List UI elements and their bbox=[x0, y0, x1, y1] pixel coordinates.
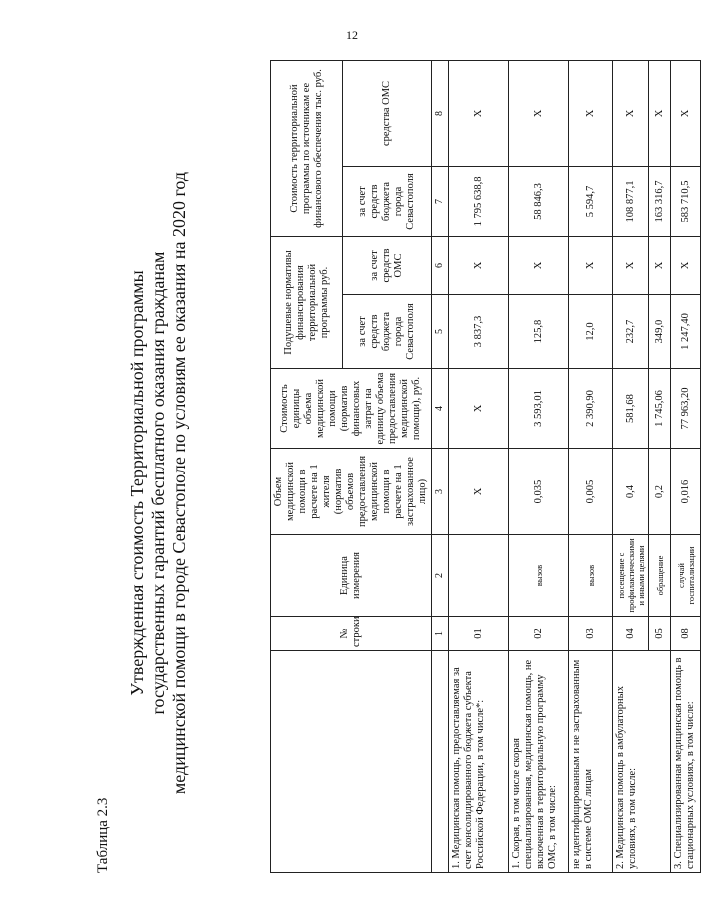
header-per-capita-budget: за счет средств бюджета города Севастополя bbox=[343, 295, 432, 369]
column-number: 3 bbox=[432, 449, 449, 535]
column-number: 8 bbox=[432, 60, 449, 166]
row-cost-oms: Х bbox=[509, 60, 569, 166]
row-label: 3. Специализированная медицинская помощь в стационарных условиях, в том числе: bbox=[671, 651, 701, 873]
row-cost-budget: 108 877,1 bbox=[613, 166, 649, 236]
row-volume: 0,016 bbox=[671, 449, 701, 535]
row-cost-oms: Х bbox=[569, 60, 613, 166]
row-pc-oms: Х bbox=[569, 236, 613, 294]
row-number: 01 bbox=[449, 617, 509, 651]
row-pc-budget: 232,7 bbox=[613, 295, 649, 369]
row-pc-budget: 349,0 bbox=[649, 295, 671, 369]
column-number bbox=[432, 651, 449, 873]
table-title bbox=[127, 123, 190, 843]
row-volume: 0,035 bbox=[509, 449, 569, 535]
column-number: 6 bbox=[432, 236, 449, 294]
row-pc-budget: 12,0 bbox=[569, 295, 613, 369]
row-cost: 581,68 bbox=[613, 369, 649, 449]
row-volume: 0,2 bbox=[649, 449, 671, 535]
header-cost: Стоимость единицы объема медицинской помощи (норматив финансовых затрат на единицу объема предоставления медицинской помощи), руб. bbox=[271, 369, 432, 449]
header-unit: Единица измерения bbox=[271, 535, 432, 617]
column-number-row bbox=[432, 60, 449, 872]
row-label: 2. Медицинская помощь в амбулаторных условиях, в том числе: bbox=[613, 651, 671, 873]
row-cost-oms: Х bbox=[671, 60, 701, 166]
header-row bbox=[271, 60, 343, 872]
column-number: 4 bbox=[432, 369, 449, 449]
row-cost: Х bbox=[449, 369, 509, 449]
row-number: 03 bbox=[569, 617, 613, 651]
table-row bbox=[671, 60, 701, 872]
row-pc-oms: Х bbox=[649, 236, 671, 294]
row-pc-budget: 1 247,40 bbox=[671, 295, 701, 369]
header-label bbox=[271, 651, 432, 873]
row-unit: вызов bbox=[569, 535, 613, 617]
header-per-capita-oms: за счет средств ОМС bbox=[343, 236, 432, 294]
title-line: медицинской помощи в городе Севастополе по условиям ее оказания на 2020 год bbox=[169, 171, 189, 795]
title-line: Утвержденная стоимость Территориальной программы bbox=[127, 270, 147, 696]
row-pc-budget: 125,8 bbox=[509, 295, 569, 369]
header-cost-budget: за счет средств бюджета города Севастополя bbox=[343, 166, 432, 236]
table-row bbox=[613, 60, 649, 872]
row-label: не идентифицированным и не застрахованным в системе ОМС лицам bbox=[569, 651, 613, 873]
row-pc-oms: Х bbox=[671, 236, 701, 294]
row-cost: 3 593,01 bbox=[509, 369, 569, 449]
row-cost: 2 390,90 bbox=[569, 369, 613, 449]
row-cost-oms: Х bbox=[649, 60, 671, 166]
row-number: 08 bbox=[671, 617, 701, 651]
table-row bbox=[509, 60, 569, 872]
column-number: 7 bbox=[432, 166, 449, 236]
rotated-page-content bbox=[95, 55, 696, 873]
row-pc-oms: Х bbox=[449, 236, 509, 294]
table-label: Таблица 2.3 bbox=[95, 797, 111, 873]
row-unit: обращение bbox=[649, 535, 671, 617]
row-cost-budget: 5 594,7 bbox=[569, 166, 613, 236]
row-cost: 77 963,20 bbox=[671, 369, 701, 449]
header-per-capita-group: Подушевые нормативы финансирования территориальной программы руб. bbox=[271, 236, 343, 368]
row-label: 1. Медицинская помощь, предоставляемая за счет консолидированного бюджета субъекта Российской Федерации, в том числе*: bbox=[449, 651, 509, 873]
header-volume: Объем медицинской помощи в расчете на 1 жителя (норматив объемов предоставления медицинской помощи в расчете на 1 застрахованное лицо) bbox=[271, 449, 432, 535]
row-label: 1. Скорая, в том числе скорая специализированная, медицинская помощь, не включенная в территориальную программу ОМС, в том числе: bbox=[509, 651, 569, 873]
row-pc-budget: 3 837,3 bbox=[449, 295, 509, 369]
row-cost-budget: 1 795 638,8 bbox=[449, 166, 509, 236]
column-number: 5 bbox=[432, 295, 449, 369]
row-unit: вызов bbox=[509, 535, 569, 617]
header-cost-oms: средства ОМС bbox=[343, 60, 432, 166]
column-number: 2 bbox=[432, 535, 449, 617]
header-row-no: № строки bbox=[271, 617, 432, 651]
row-unit: посещение с профилактическими и иными целями bbox=[613, 535, 649, 617]
cost-table bbox=[270, 60, 701, 873]
row-number: 02 bbox=[509, 617, 569, 651]
page-number: 12 bbox=[346, 28, 358, 42]
row-cost-oms: Х bbox=[613, 60, 649, 166]
row-cost-oms: Х bbox=[449, 60, 509, 166]
row-volume: 0,4 bbox=[613, 449, 649, 535]
column-number: 1 bbox=[432, 617, 449, 651]
row-cost: 1 745,06 bbox=[649, 369, 671, 449]
row-unit: случай госпитализации bbox=[671, 535, 701, 617]
row-number: 04 bbox=[613, 617, 649, 651]
row-volume: Х bbox=[449, 449, 509, 535]
row-pc-oms: Х bbox=[509, 236, 569, 294]
table-row bbox=[449, 60, 509, 872]
row-volume: 0,005 bbox=[569, 449, 613, 535]
header-cost-group: Стоимость территориальной программы по источникам ее финансового обеспечения тыс. руб. bbox=[271, 60, 343, 236]
row-cost-budget: 58 846,3 bbox=[509, 166, 569, 236]
table-row bbox=[569, 60, 613, 872]
row-cost-budget: 163 316,7 bbox=[649, 166, 671, 236]
row-pc-oms: Х bbox=[613, 236, 649, 294]
row-unit bbox=[449, 535, 509, 617]
row-number: 05 bbox=[649, 617, 671, 651]
row-cost-budget: 583 710,5 bbox=[671, 166, 701, 236]
title-line: государственных гарантий бесплатного оказания гражданам bbox=[148, 251, 168, 715]
